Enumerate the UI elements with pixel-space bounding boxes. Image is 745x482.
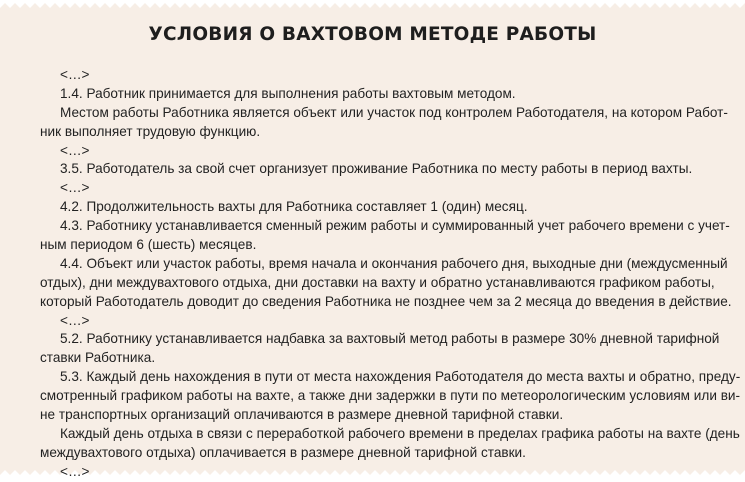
clause-5-3-line-2: смотренный графиком работы на вахте, а также дни задержки в пути по метеорологическим условиям или ви- <box>40 388 741 404</box>
clause-5-2-line-1: 5.2. Работнику устанавливается надбавка за вахтовый метод работы в размере 30% дневной тарифной <box>60 331 720 347</box>
clause-4-4-line-3: который Работодатель доводит до сведения Работника не позднее чем за 2 месяца до введения в действие. <box>40 293 732 309</box>
ellipsis-line: <…> <box>60 463 90 479</box>
clause-5-3-line-1: 5.3. Каждый день нахождения в пути от места нахождения Работодателя до места вахты и обратно, преду- <box>60 369 741 385</box>
document-body <box>40 66 741 482</box>
clause-3-5: 3.5. Работодатель за свой счет организует проживание Работника по месту работы в период вахты. <box>60 161 693 177</box>
rest-day-paragraph-line-1: Каждый день отдыха в связи с переработкой рабочего времени в пределах графика работы на вахте (день <box>60 425 740 441</box>
clause-5-2-line-2: ставки Работника. <box>40 350 156 366</box>
clause-4-2: 4.2. Продолжительность вахты для Работника составляет 1 (один) месяц. <box>60 199 528 215</box>
document-title: УСЛОВИЯ О ВАХТОВОМ МЕТОДЕ РАБОТЫ <box>148 24 597 45</box>
clause-5-3-line-3: не транспортных организаций оплачиваются в размере дневной тарифной ставки. <box>40 407 564 423</box>
ellipsis-line: <…> <box>60 312 90 328</box>
clause-4-4-line-2: отдых), дни междувахтового отдыха, дни доставки на вахту и обратно устанавливаются графиком работы, <box>40 274 715 290</box>
ellipsis-line: <…> <box>60 67 90 82</box>
workplace-paragraph-line-2: ник выполняет трудовую функцию. <box>40 123 261 139</box>
ellipsis-line: <…> <box>60 142 90 158</box>
clause-4-4-line-1: 4.4. Объект или участок работы, время начала и окончания рабочего дня, выходные дни (междусменный <box>60 255 728 271</box>
clause-4-3-line-2: ным периодом 6 (шесть) месяцев. <box>40 237 257 253</box>
clause-4-3-line-1: 4.3. Работнику устанавливается сменный режим работы и суммированный учет рабочего времени с учет- <box>60 218 730 234</box>
clause-1-4: 1.4. Работник принимается для выполнения работы вахтовым методом. <box>60 85 516 101</box>
rest-day-paragraph-line-2: междувахтового отдыха) оплачивается в размере дневной тарифной ставки. <box>40 444 526 460</box>
ellipsis-line: <…> <box>60 180 90 196</box>
workplace-paragraph-line-1: Местом работы Работника является объект или участок под контролем Работодателя, на котором Работ- <box>60 104 728 120</box>
